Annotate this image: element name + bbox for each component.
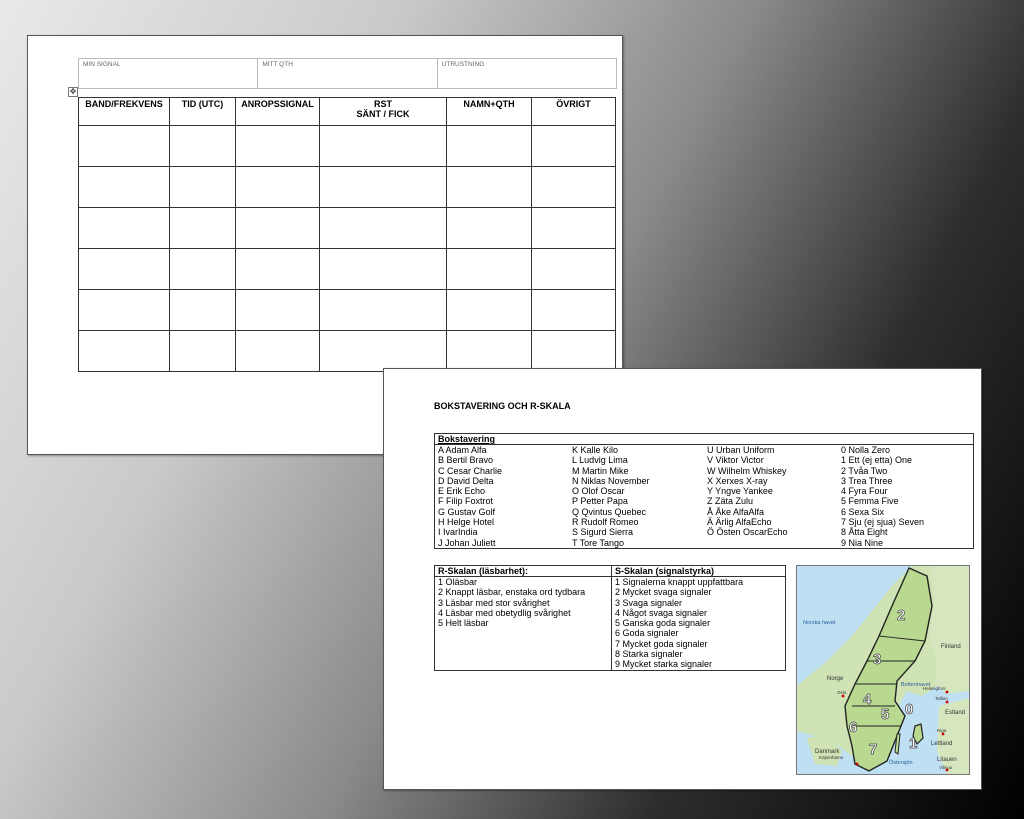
district-1: 1	[909, 735, 918, 752]
phonetic-column-u-o	[704, 445, 838, 538]
list-item: 5 Helt läsbar	[438, 618, 489, 629]
log-cell[interactable]	[447, 126, 532, 167]
log-row	[79, 167, 616, 208]
city-label-oslo: Oslo	[837, 690, 847, 695]
log-row	[79, 331, 616, 372]
list-item: 8 Åtta Eight	[841, 527, 888, 538]
log-row	[79, 208, 616, 249]
city-dot-riga	[942, 733, 945, 736]
country-label-lettland: Lettland	[931, 741, 953, 747]
list-item: C Cesar Charlie	[438, 465, 503, 476]
list-item: I IvarIndia	[438, 527, 478, 538]
city-dot-tallinn	[946, 701, 949, 704]
list-item: 3 Läsbar med stor svårighet	[438, 597, 550, 608]
list-item: 5 Femma Five	[841, 496, 899, 507]
list-item: H Helge Hotel	[438, 517, 495, 528]
list-item: B Bertil Bravo	[438, 455, 494, 466]
city-label-tallinn: Tallinn	[935, 696, 948, 701]
phonetic-column-digits	[838, 445, 973, 548]
list-item: E Erik Echo	[438, 486, 486, 497]
city-dot-oslo	[842, 695, 845, 698]
sea-label-bottenhavet: Bottenhavet	[901, 682, 931, 688]
log-cell[interactable]	[447, 167, 532, 208]
log-cell[interactable]	[79, 249, 170, 290]
r-skalan-list	[435, 577, 612, 671]
log-cell[interactable]	[532, 208, 616, 249]
city-label-helsingfors: Helsingfors	[923, 686, 946, 691]
phonetic-column-a-j	[435, 445, 569, 548]
log-cell[interactable]	[532, 126, 616, 167]
list-item: 2 Tvåa Two	[841, 465, 888, 476]
list-item: 7 Sju (ej sjua) Seven	[841, 517, 925, 528]
log-cell[interactable]	[236, 331, 320, 372]
list-item: R Rudolf Romeo	[572, 517, 639, 528]
col-namn-qth: NAMN+QTH	[447, 98, 532, 126]
spelling-reference-page	[383, 368, 982, 790]
sea-label-ostersjon: Östersjön	[889, 760, 913, 766]
bokstavering-table	[434, 433, 974, 549]
district-0: 0	[905, 701, 914, 718]
log-cell[interactable]	[320, 167, 447, 208]
utrustning-field[interactable]: UTRUSTNING	[441, 61, 485, 68]
log-cell[interactable]	[532, 331, 616, 372]
col-band-frekvens: BAND/FREKVENS	[79, 98, 170, 126]
list-item: Ö Östen OscarEcho	[707, 527, 788, 538]
s-skalan-heading: S-Skalan (signalstyrka)	[612, 566, 786, 577]
r-skalan-heading: R-Skalan (läsbarhet):	[435, 566, 612, 577]
district-7: 7	[869, 741, 878, 758]
log-cell[interactable]	[320, 126, 447, 167]
list-item: M Martin Mike	[572, 465, 629, 476]
list-item: D David Delta	[438, 475, 494, 486]
page-title: BOKSTAVERING OCH R-SKALA	[434, 401, 571, 411]
list-item: 1 Oläsbar	[438, 577, 478, 587]
min-signal-field[interactable]: MIN SIGNAL	[79, 59, 258, 88]
log-cell[interactable]	[447, 249, 532, 290]
log-cell[interactable]	[320, 331, 447, 372]
list-item: K Kalle Kilo	[572, 445, 619, 455]
city-label-kopenhamn: Köpenhamn	[819, 755, 844, 760]
list-item: Y Yngve Yankee	[707, 486, 773, 497]
list-item: Ä Ärlig AlfaEcho	[707, 517, 772, 528]
table-move-handle-icon[interactable]: ✥	[69, 87, 77, 96]
list-item: 4 Fyra Four	[841, 486, 888, 497]
log-cell[interactable]	[236, 126, 320, 167]
list-item: N Niklas November	[572, 475, 650, 486]
list-item: A Adam Alfa	[438, 445, 487, 455]
rs-scale-table	[434, 565, 786, 671]
log-cell[interactable]	[320, 249, 447, 290]
list-item: P Petter Papa	[572, 496, 628, 507]
map-image	[797, 566, 969, 774]
country-label-estland: Estland	[945, 710, 966, 716]
city-dot-helsingfors	[946, 691, 949, 694]
list-item: 1 Ett (ej etta) One	[841, 455, 913, 466]
district-5: 5	[881, 706, 890, 723]
list-item: T Tore Tango	[572, 537, 625, 548]
district-4: 4	[863, 691, 872, 708]
col-ovrigt: ÖVRIGT	[532, 98, 616, 126]
col-anropssignal: ANROPSSIGNAL	[236, 98, 320, 126]
log-cell[interactable]	[170, 290, 236, 331]
log-cell[interactable]	[170, 249, 236, 290]
station-info-header	[78, 58, 617, 89]
list-item: 5 Ganska goda signaler	[615, 618, 711, 629]
list-item: 9 Nia Nine	[841, 537, 884, 548]
list-item: 3 Trea Three	[841, 475, 893, 486]
country-label-danmark: Danmark	[815, 749, 840, 755]
bokstavering-heading: Bokstavering	[435, 434, 973, 445]
list-item: U Urban Uniform	[707, 445, 775, 455]
log-cell[interactable]	[170, 167, 236, 208]
list-item: F Filip Foxtrot	[438, 496, 494, 507]
log-cell[interactable]	[170, 208, 236, 249]
log-cell[interactable]	[79, 331, 170, 372]
log-cell[interactable]	[79, 208, 170, 249]
log-cell[interactable]	[532, 249, 616, 290]
list-item: V Viktor Victor	[707, 455, 764, 466]
city-label-vilnius: Vilnius	[939, 765, 953, 770]
log-cell[interactable]	[320, 290, 447, 331]
list-item: S Sigurd Sierra	[572, 527, 634, 538]
list-item: L Ludvig Lima	[572, 455, 628, 466]
list-item: 2 Mycket svaga signaler	[615, 587, 712, 598]
phonetic-column-k-t	[569, 445, 704, 548]
list-item: 6 Goda signaler	[615, 628, 679, 639]
log-cell[interactable]	[320, 208, 447, 249]
log-cell[interactable]	[170, 331, 236, 372]
col-rst: RST SÄNT / FICK	[320, 98, 447, 126]
list-item: 8 Starka signaler	[615, 649, 683, 660]
log-cell[interactable]	[447, 208, 532, 249]
log-header-row	[79, 98, 616, 126]
district-2: 2	[897, 607, 906, 624]
log-cell[interactable]	[532, 290, 616, 331]
district-3: 3	[873, 651, 882, 668]
qso-log-table	[78, 97, 616, 372]
col-tid-utc: TID (UTC)	[170, 98, 236, 126]
list-item: Z Zäta Zulu	[707, 496, 754, 507]
country-label-norge: Norge	[827, 676, 844, 682]
log-cell[interactable]	[79, 167, 170, 208]
log-cell[interactable]	[79, 126, 170, 167]
list-item: X Xerxes X-ray	[707, 475, 768, 486]
list-item: W Wilhelm Whiskey	[707, 465, 787, 476]
district-6: 6	[849, 719, 858, 736]
list-item: 9 Mycket starka signaler	[615, 659, 713, 670]
list-item: Q Qvintus Quebec	[572, 506, 647, 517]
log-cell[interactable]	[236, 208, 320, 249]
city-label-riga: Riga	[937, 728, 947, 733]
list-item: 3 Svaga signaler	[615, 597, 683, 608]
country-label-litauen: Litauen	[937, 757, 957, 763]
mitt-qth-field[interactable]: MITT QTH	[258, 59, 437, 88]
list-item: J Johan Juliett	[438, 537, 496, 548]
list-item: 4 Läsbar med obetydlig svårighet	[438, 607, 571, 618]
list-item: O Olof Oscar	[572, 486, 625, 497]
log-cell[interactable]	[447, 290, 532, 331]
list-item: G Gustav Golf	[438, 506, 496, 517]
s-skalan-list	[612, 577, 786, 671]
list-item: 1 Signalerna knappt uppfattbara	[615, 577, 744, 587]
list-item: 4 Något svaga signaler	[615, 607, 708, 618]
log-cell[interactable]	[79, 290, 170, 331]
log-cell[interactable]	[236, 249, 320, 290]
city-dot-kopenhamn	[856, 763, 859, 766]
log-cell[interactable]	[236, 290, 320, 331]
log-cell[interactable]	[447, 331, 532, 372]
log-cell[interactable]	[532, 167, 616, 208]
log-row	[79, 249, 616, 290]
log-cell[interactable]	[236, 167, 320, 208]
log-row	[79, 290, 616, 331]
sea-label-norska-havet: Norska havet	[803, 620, 836, 626]
list-item: 6 Sexa Six	[841, 506, 885, 517]
log-cell[interactable]	[170, 126, 236, 167]
list-item: 7 Mycket goda signaler	[615, 638, 708, 649]
list-item: 0 Nolla Zero	[841, 445, 891, 455]
log-row	[79, 126, 616, 167]
list-item: Å Åke AlfaAlfa	[707, 506, 765, 517]
list-item: 2 Knappt läsbar, enstaka ord tydbara	[438, 587, 586, 598]
call-district-map	[796, 565, 970, 775]
country-label-finland: Finland	[941, 644, 961, 650]
